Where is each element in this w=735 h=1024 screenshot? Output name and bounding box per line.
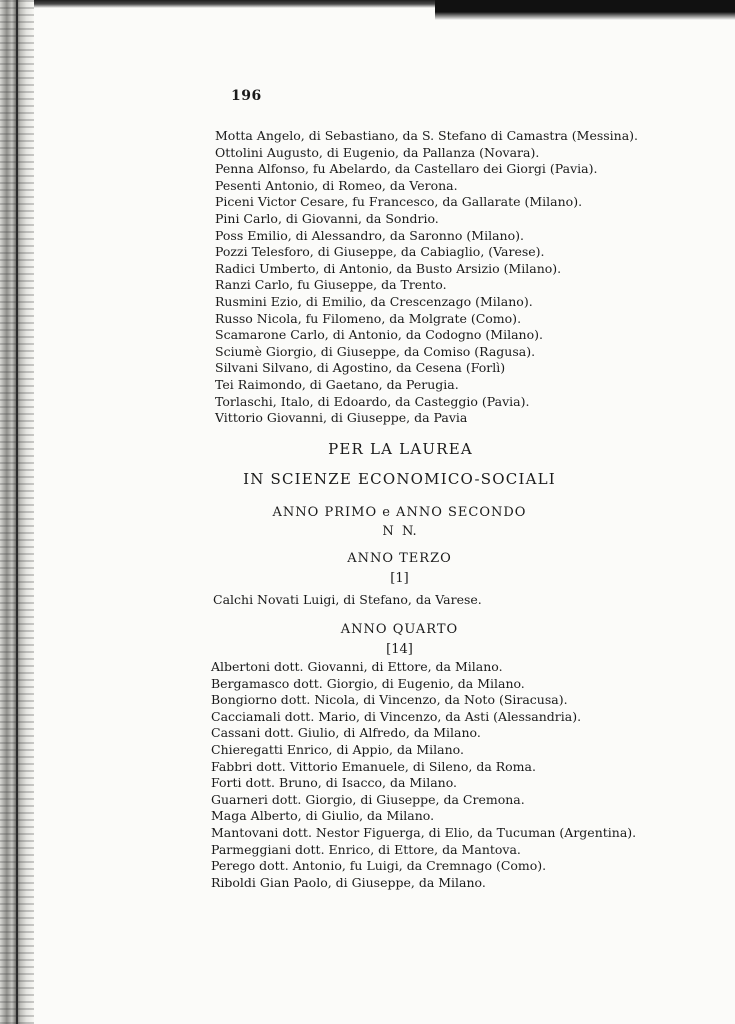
list-item: Cacciamali dott. Mario, di Vincenzo, da Asti (Alessandria). bbox=[211, 708, 582, 724]
list-item: Parmeggiani dott. Enrico, di Ettore, da Mantova. bbox=[211, 841, 521, 857]
list-item: Sciumè Giorgio, di Giuseppe, da Comiso (Ragusa). bbox=[215, 343, 536, 359]
year-1-2-heading: ANNO PRIMO e ANNO SECONDO bbox=[272, 505, 527, 520]
list-item: Mantovani dott. Nestor Figuerga, di Elio, da Tucuman (Argentina). bbox=[211, 824, 637, 840]
section-title-line2: IN SCIENZE ECONOMICO-SOCIALI bbox=[243, 470, 556, 488]
list-item: Ottolini Augusto, di Eugenio, da Pallanza (Novara). bbox=[215, 144, 540, 160]
list-item: Albertoni dott. Giovanni, di Ettore, da Milano. bbox=[211, 659, 503, 674]
year-4-count: [14] bbox=[386, 642, 413, 657]
list-item: Russo Nicola, fu Filomeno, da Molgrate (Como). bbox=[215, 310, 522, 326]
list-item: Radici Umberto, di Antonio, da Busto Arsizio (Milano). bbox=[215, 260, 562, 276]
list-item: Piceni Victor Cesare, fu Francesco, da Gallarate (Milano). bbox=[215, 194, 583, 210]
year-3-student: Calchi Novati Luigi, di Stefano, da Varese. bbox=[213, 592, 482, 607]
list-item: Silvani Silvano, di Agostino, da Cesena (Forlì) bbox=[215, 360, 506, 376]
scan-top-edge bbox=[435, 0, 735, 20]
list-item: Bergamasco dott. Giorgio, di Eugenio, da Milano. bbox=[211, 675, 525, 691]
list-item: Poss Emilio, di Alessandro, da Saronno (Milano). bbox=[215, 227, 524, 243]
list-item: Fabbri dott. Vittorio Emanuele, di Sileno, da Roma. bbox=[211, 758, 536, 774]
list-item: Riboldi Gian Paolo, di Giuseppe, da Milano. bbox=[211, 874, 486, 890]
page-number: 196 bbox=[231, 88, 262, 104]
list-item: Maga Alberto, di Giulio, da Milano. bbox=[211, 808, 435, 824]
list-item: Guarneri dott. Giorgio, di Giuseppe, da Cremona. bbox=[211, 791, 525, 807]
list-item: Scamarone Carlo, di Antonio, da Codogno (Milano). bbox=[215, 327, 543, 343]
year-1-2-count: N N. bbox=[382, 524, 417, 539]
list-item: Perego dott. Antonio, fu Luigi, da Cremnago (Como). bbox=[211, 858, 547, 874]
list-item: Pozzi Telesforo, di Giuseppe, da Cabiaglio, (Varese). bbox=[215, 244, 545, 260]
year-3-heading: ANNO TERZO bbox=[347, 551, 452, 566]
list-item: Motta Angelo, di Sebastiano, da S. Stefano di Camastra (Messina). bbox=[215, 128, 639, 143]
list-item: Torlaschi, Italo, di Edoardo, da Casteggio (Pavia). bbox=[215, 393, 530, 409]
list-item: Tei Raimondo, di Gaetano, da Perugia. bbox=[215, 376, 459, 392]
list-item: Rusmini Ezio, di Emilio, da Crescenzago (Milano). bbox=[215, 293, 533, 309]
list-item: Forti dott. Bruno, di Isacco, da Milano. bbox=[211, 775, 457, 791]
list-item: Pini Carlo, di Giovanni, da Sondrio. bbox=[215, 210, 439, 226]
list-item: Cassani dott. Giulio, di Alfredo, da Milano. bbox=[211, 725, 481, 741]
list-item: Pesenti Antonio, di Romeo, da Verona. bbox=[215, 177, 458, 193]
list-item: Vittorio Giovanni, di Giuseppe, da Pavia bbox=[215, 410, 468, 426]
section-title-line1: PER LA LAUREA bbox=[328, 440, 473, 458]
year-4-student-list bbox=[211, 659, 636, 891]
list-item: Penna Alfonso, fu Abelardo, da Castellaro dei Giorgi (Pavia). bbox=[215, 161, 598, 177]
student-list-continued bbox=[215, 128, 638, 427]
year-4-heading: ANNO QUARTO bbox=[340, 622, 459, 637]
list-item: Bongiorno dott. Nicola, di Vincenzo, da Noto (Siracusa). bbox=[211, 692, 568, 708]
list-item: Ranzi Carlo, fu Giuseppe, da Trento. bbox=[215, 277, 447, 293]
list-item: Chieregatti Enrico, di Appio, da Milano. bbox=[211, 741, 464, 757]
year-3-count: [1] bbox=[390, 571, 409, 586]
